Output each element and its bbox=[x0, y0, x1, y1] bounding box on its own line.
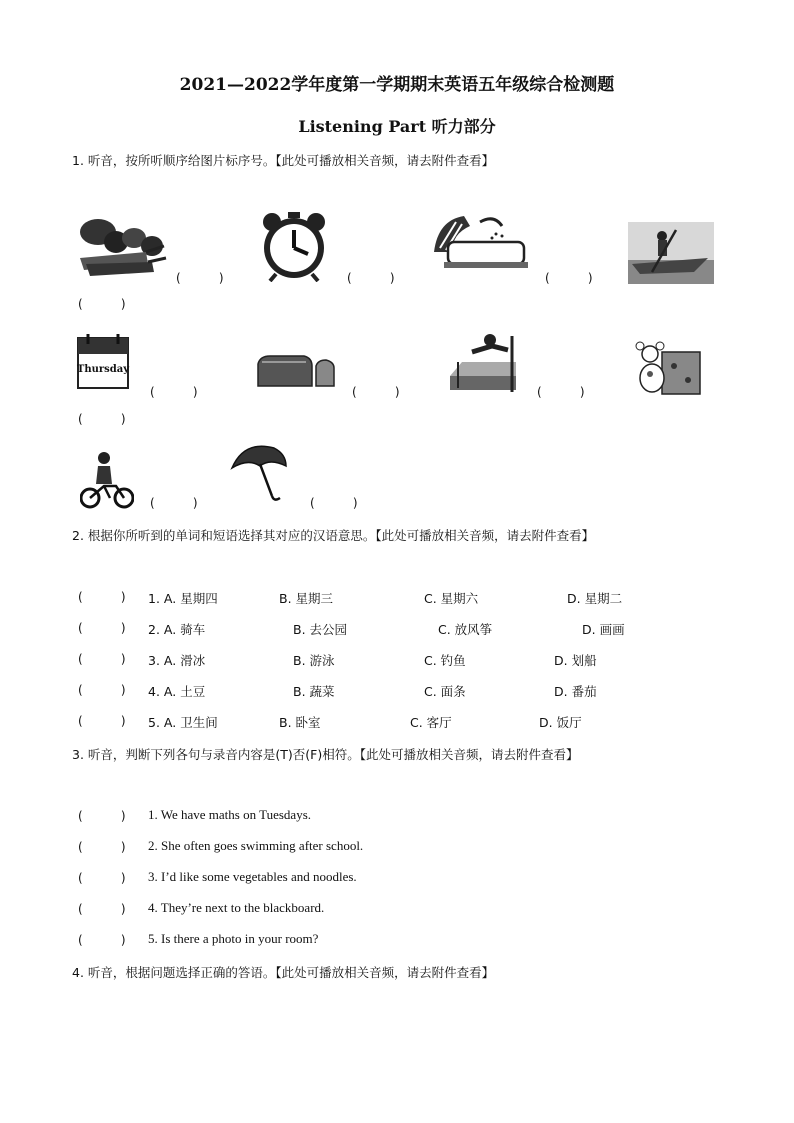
answer-blank[interactable]: ( ) bbox=[78, 933, 126, 947]
q2-row-1-option-b[interactable]: B. 星期三 bbox=[279, 591, 334, 606]
q3-heading: 3. 听音，判断下列各句与录音内容是(T)否(F)相符。【此处可播放相关音频，请去附件查看】 bbox=[72, 747, 579, 762]
answer-blank[interactable]: ( ) bbox=[150, 496, 198, 510]
answer-blank[interactable]: ( ) bbox=[78, 902, 126, 916]
answer-blank[interactable]: ( ) bbox=[78, 809, 126, 823]
q2-row-2-option-b[interactable]: B. 去公园 bbox=[293, 622, 348, 637]
rowing-boat-image bbox=[628, 222, 714, 284]
q2-row-5-option-b[interactable]: B. 卧室 bbox=[279, 715, 321, 730]
answer-blank[interactable]: ( ) bbox=[150, 385, 198, 399]
calendar-image bbox=[76, 332, 130, 390]
answer-blank[interactable]: ( ) bbox=[352, 385, 400, 399]
alarm-clock-image bbox=[258, 210, 330, 282]
q3-statement: 4. They’re next to the blackboard. bbox=[148, 900, 325, 915]
q2-row-3-option-d[interactable]: D. 划船 bbox=[554, 653, 597, 668]
answer-blank[interactable]: ( ) bbox=[78, 683, 126, 697]
q3-statement: 3. I’d like some vegetables and noodles. bbox=[148, 869, 357, 884]
answer-blank[interactable]: ( ) bbox=[545, 271, 593, 285]
answer-blank[interactable]: ( ) bbox=[78, 590, 126, 604]
answer-blank[interactable]: ( ) bbox=[78, 652, 126, 666]
q2-row bbox=[78, 589, 126, 604]
page-subtitle: Listening Part 听力部分 bbox=[298, 117, 496, 136]
q2-row-1-option-d[interactable]: D. 星期二 bbox=[567, 591, 623, 606]
q4-heading: 4. 听音，根据问题选择正确的答语。【此处可播放相关音频，请去附件查看】 bbox=[72, 965, 495, 980]
umbrella-image bbox=[230, 444, 288, 504]
q2-row-2-option-d[interactable]: D. 画画 bbox=[582, 622, 625, 637]
q3-statement: 2. She often goes swimming after school. bbox=[148, 838, 364, 853]
calendar-day-text: Thursday bbox=[76, 364, 130, 375]
q3-statement: 1. We have maths on Tuesdays. bbox=[148, 807, 312, 822]
answer-blank[interactable]: ( ) bbox=[310, 496, 358, 510]
q3-statement: 5. Is there a photo in your room? bbox=[148, 931, 319, 946]
cycling-boy-image bbox=[80, 450, 134, 510]
answer-blank[interactable]: ( ) bbox=[78, 871, 126, 885]
q2-row-3-option-c[interactable]: C. 钓鱼 bbox=[424, 653, 466, 668]
q2-heading: 2. 根据你所听到的单词和短语选择其对应的汉语意思。【此处可播放相关音频，请去附件查看】 bbox=[72, 528, 595, 543]
skating-boy-image bbox=[448, 332, 520, 398]
answer-blank[interactable]: ( ) bbox=[78, 412, 126, 426]
q2-row-2-option-c[interactable]: C. 放风筝 bbox=[438, 622, 493, 637]
q1-heading: 1. 听音，按所听顺序给图片标序号。【此处可播放相关音频，请去附件查看】 bbox=[72, 153, 495, 168]
q2-row-4-option-a[interactable]: 4. A. 土豆 bbox=[148, 684, 206, 699]
q2-row-4-option-d[interactable]: D. 番茄 bbox=[554, 684, 597, 699]
answer-blank[interactable]: ( ) bbox=[78, 297, 126, 311]
q2-row-3-option-b[interactable]: B. 游泳 bbox=[293, 653, 335, 668]
q2-row-5-option-d[interactable]: D. 饭厅 bbox=[539, 715, 582, 730]
q2-row-3-option-a[interactable]: 3. A. 滑冰 bbox=[148, 653, 206, 668]
q2-row-4-option-c[interactable]: C. 面条 bbox=[424, 684, 466, 699]
q2-row-4-option-b[interactable]: B. 蔬菜 bbox=[293, 684, 335, 699]
q2-row-1-option-c[interactable]: C. 星期六 bbox=[424, 591, 479, 606]
answer-blank[interactable]: ( ) bbox=[78, 840, 126, 854]
bread-image bbox=[256, 354, 338, 388]
teddy-bear-box-image bbox=[630, 340, 702, 400]
q2-row-1-option-a[interactable]: 1. A. 星期四 bbox=[148, 591, 218, 606]
q2-row-2-option-a[interactable]: 2. A. 骑车 bbox=[148, 622, 206, 637]
answer-blank[interactable]: ( ) bbox=[537, 385, 585, 399]
answer-blank[interactable]: ( ) bbox=[78, 714, 126, 728]
page-title: 2021—2022学年度第一学期期末英语五年级综合检测题 bbox=[179, 75, 615, 95]
answer-blank[interactable]: ( ) bbox=[78, 621, 126, 635]
answer-blank[interactable]: ( ) bbox=[176, 271, 224, 285]
q2-row-5-option-a[interactable]: 5. A. 卫生间 bbox=[148, 715, 218, 730]
answer-blank[interactable]: ( ) bbox=[347, 271, 395, 285]
q2-row-5-option-c[interactable]: C. 客厅 bbox=[410, 715, 452, 730]
bathtub-image bbox=[430, 212, 528, 272]
vegetables-image bbox=[76, 212, 168, 278]
